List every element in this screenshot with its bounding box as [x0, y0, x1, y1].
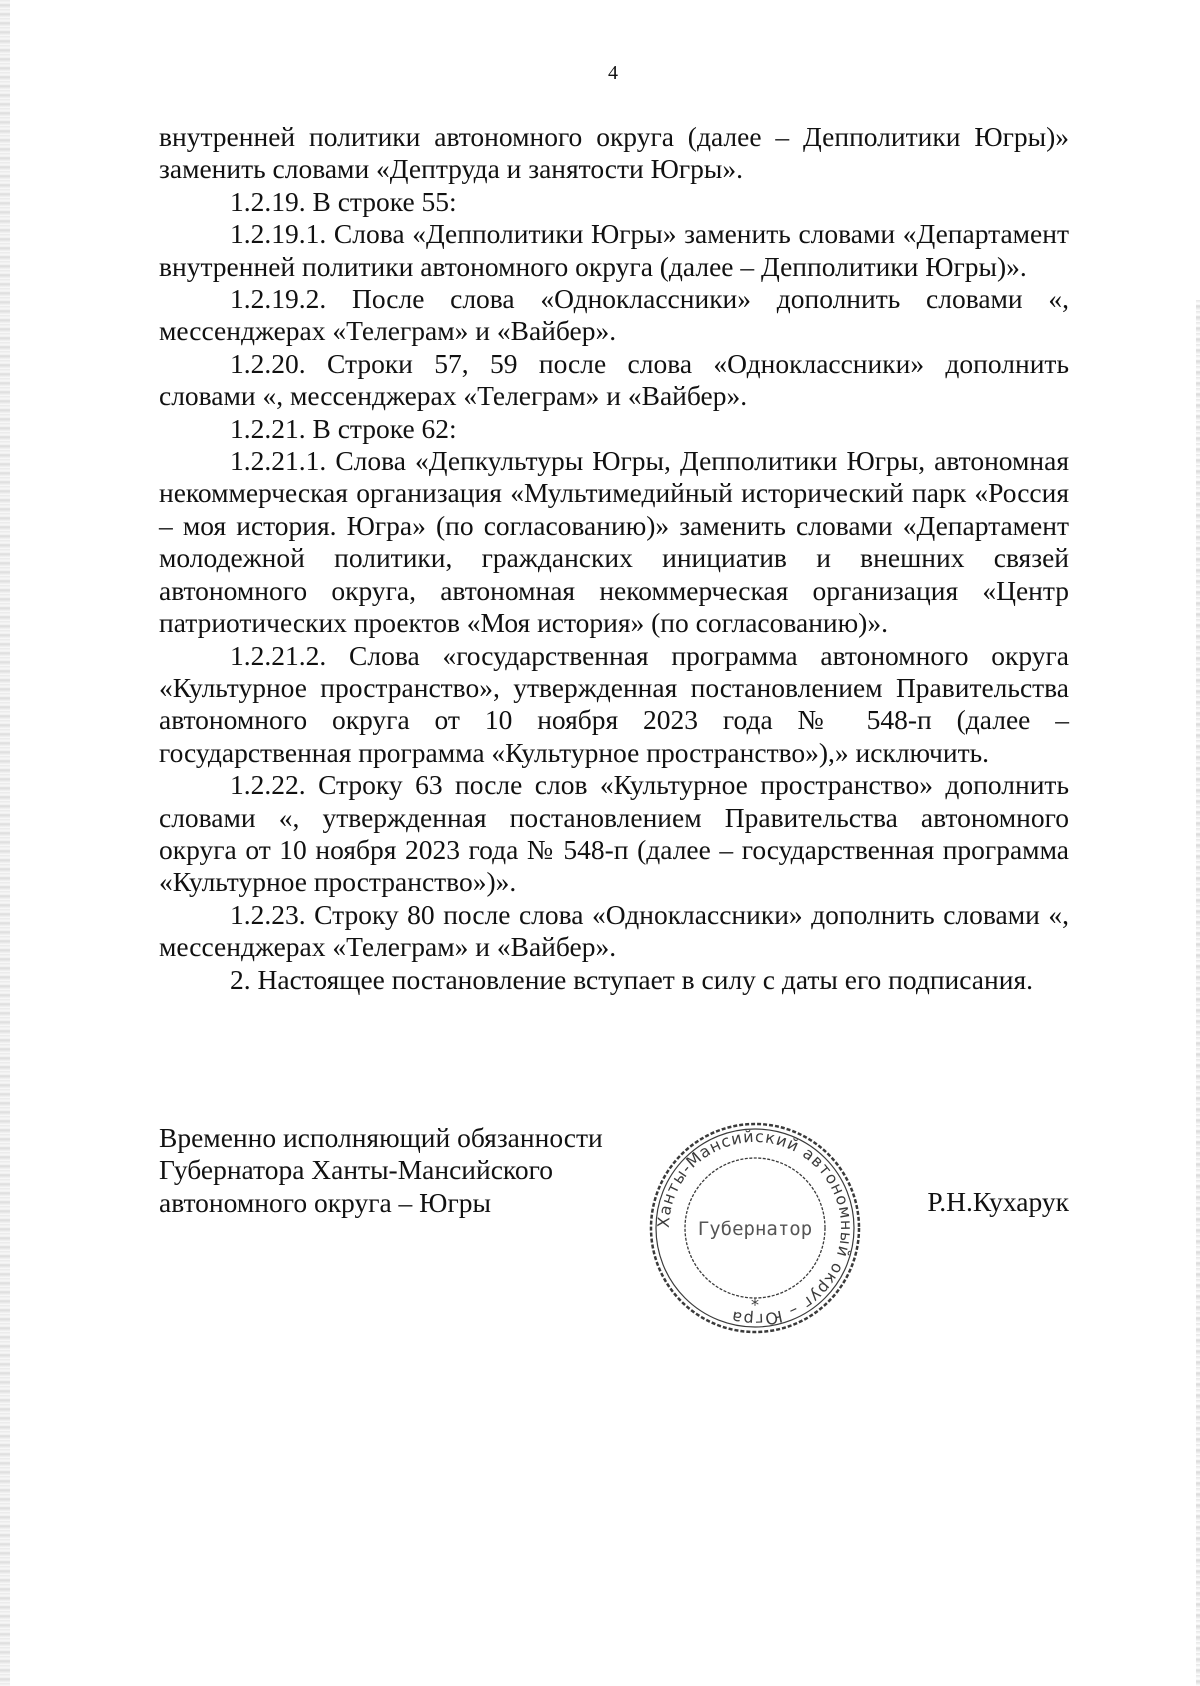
- signer-position-line: автономного округа – Югры: [159, 1186, 491, 1218]
- paragraph: 1.2.20. Строки 57, 59 после слова «Одноклассники» дополнить словами «, мессенджерах «Телеграм» и «Вайбер».: [159, 347, 1069, 412]
- signer-position: [159, 1122, 629, 1219]
- page-number: 4: [608, 62, 618, 84]
- signature-block: [159, 1118, 1069, 1358]
- seal-graphic: [645, 1118, 865, 1338]
- paragraph: 1.2.19.2. После слова «Одноклассники» дополнить словами «, мессенджерах «Телеграм» и «Вайбер».: [159, 283, 1069, 347]
- scan-edge-right: [1196, 300, 1200, 1686]
- paragraph: 1.2.22. Строку 63 после слов «Культурное пространство» дополнить словами «, утвержденная постановлением Правительства автономного округа от 10 ноября 2023 года № 548-п (далее – государственная программа «Культурное пространство»)».: [159, 769, 1069, 898]
- seal-outer-text: Ханты-Мансийский автономный округ – Югра: [653, 1126, 857, 1330]
- seal-center-text: Губернатор: [697, 1218, 813, 1240]
- document-body: [159, 121, 1069, 996]
- paragraph: внутренней политики автономного округа (далее – Депполитики Югры)» заменить словами «Дептруда и занятости Югры».: [159, 121, 1069, 185]
- scan-edge-left: [0, 0, 10, 1686]
- official-seal: [645, 1118, 865, 1338]
- signer-position-line: Губернатора Ханты-Мансийского: [159, 1154, 553, 1186]
- paragraph: 1.2.23. Строку 80 после слова «Одноклассники» дополнить словами «, мессенджерах «Телеграм» и «Вайбер».: [159, 898, 1069, 963]
- paragraph: 1.2.21.1. Слова «Депкультуры Югры, Депполитики Югры, автономная некоммерческая организация «Мультимедийный исторический парк «Россия – моя история. Югра» (по согласованию)» заменить словами «Департамент молодежной политики, гражданских инициатив и внешних связей автономного округа, автономная некоммерческая организация «Центр патриотических проектов «Моя история» (по согласованию)».: [159, 445, 1069, 639]
- paragraph: 1.2.21. В строке 62:: [230, 412, 457, 444]
- paragraph: 1.2.19. В строке 55:: [230, 185, 457, 217]
- paragraph: 1.2.19.1. Слова «Депполитики Югры» заменить словами «Департамент внутренней политики автономного округа (далее – Депполитики Югры)».: [159, 218, 1069, 282]
- paragraph: 1.2.21.2. Слова «государственная программа автономного округа «Культурное пространство», утвержденная постановлением Правительства автономного округа от 10 ноября 2023 года № 548-п (далее – государственная программа «Культурное пространство»),» исключить.: [159, 639, 1069, 768]
- seal-star: *: [751, 1295, 759, 1314]
- paragraph: 2. Настоящее постановление вступает в силу с даты его подписания.: [230, 963, 1033, 995]
- signer-position-line: Временно исполняющий обязанности: [159, 1122, 603, 1153]
- signer-name: Р.Н.Кухарук: [927, 1186, 1069, 1217]
